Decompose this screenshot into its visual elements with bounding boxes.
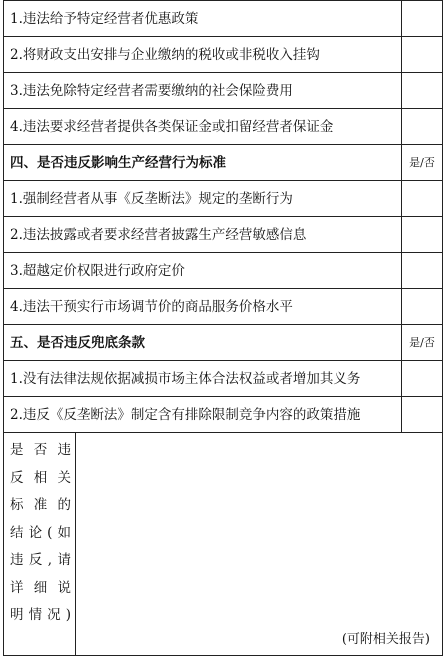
table-row <box>4 181 443 217</box>
answer-cell[interactable] <box>402 181 443 217</box>
answer-cell[interactable] <box>402 397 443 433</box>
table-row <box>4 109 443 145</box>
section-title: 五、是否违反兜底条款 <box>4 325 402 361</box>
conclusion-label-line: 违反,请 <box>10 552 71 568</box>
table-row <box>4 217 443 253</box>
yes-no-label: 是/否 <box>402 145 443 181</box>
conclusion-label <box>4 433 76 656</box>
answer-cell[interactable] <box>402 253 443 289</box>
conclusion-row <box>4 433 443 656</box>
conclusion-label-line: 详细说 <box>10 579 71 596</box>
criterion-text: 4.违法要求经营者提供各类保证金或扣留经营者保证金 <box>4 109 402 145</box>
table-row <box>4 253 443 289</box>
criterion-text: 1.强制经营者从事《反垄断法》规定的垄断行为 <box>4 181 402 217</box>
conclusion-input-area[interactable] <box>76 433 443 656</box>
fair-competition-review-table <box>3 0 443 433</box>
criterion-text: 3.超越定价权限进行政府定价 <box>4 253 402 289</box>
yes-no-label: 是/否 <box>402 325 443 361</box>
table-row <box>4 397 443 433</box>
answer-cell[interactable] <box>402 289 443 325</box>
criterion-text: 2.违反《反垄断法》制定含有排除限制竞争内容的政策措施 <box>4 397 402 433</box>
criterion-text: 1.违法给予特定经营者优惠政策 <box>4 1 402 37</box>
table-row <box>4 1 443 37</box>
criterion-text: 3.违法免除特定经营者需要缴纳的社会保险费用 <box>4 73 402 109</box>
conclusion-label-line: 结论(如 <box>10 524 71 541</box>
answer-cell[interactable] <box>402 109 443 145</box>
answer-cell[interactable] <box>402 1 443 37</box>
table-row <box>4 73 443 109</box>
conclusion-label-line: 标准的 <box>10 497 71 513</box>
conclusion-label-line: 明情况) <box>10 607 71 623</box>
section-header-row <box>4 325 443 361</box>
attachment-note: (可附相关报告) <box>341 632 430 647</box>
answer-cell[interactable] <box>402 37 443 73</box>
conclusion-table <box>3 432 443 656</box>
criterion-text: 2.违法披露或者要求经营者披露生产经营敏感信息 <box>4 217 402 253</box>
criterion-text: 2.将财政支出安排与企业缴纳的税收或非税收入挂钩 <box>4 37 402 73</box>
section-title: 四、是否违反影响生产经营行为标准 <box>4 145 402 181</box>
criterion-text: 4.违法干预实行市场调节价的商品服务价格水平 <box>4 289 402 325</box>
conclusion-label-line: 反相关 <box>10 469 71 486</box>
conclusion-label-line: 是否违 <box>10 442 71 458</box>
answer-cell[interactable] <box>402 361 443 397</box>
table-row <box>4 37 443 73</box>
table-row <box>4 289 443 325</box>
answer-cell[interactable] <box>402 217 443 253</box>
answer-cell[interactable] <box>402 73 443 109</box>
review-table-sheet <box>3 0 442 647</box>
criterion-text: 1.没有法律法规依据减损市场主体合法权益或者增加其义务 <box>4 361 402 397</box>
table-row <box>4 361 443 397</box>
section-header-row <box>4 145 443 181</box>
